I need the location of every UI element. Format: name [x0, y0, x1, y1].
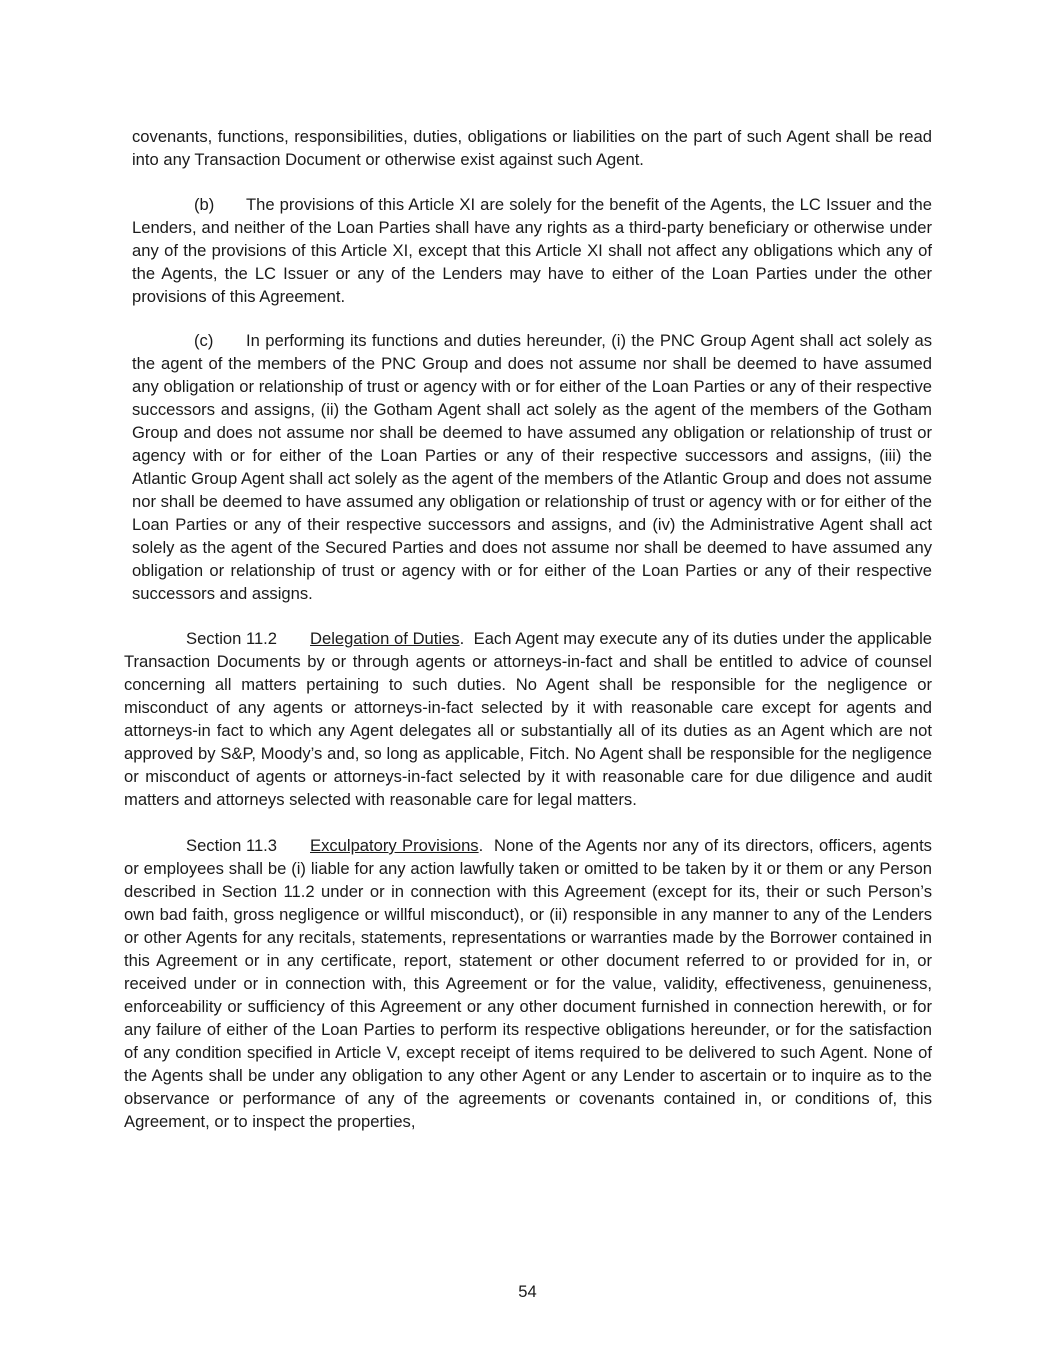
paragraph-c-text: In performing its functions and duties hereunder, (i) the PNC Group Agent shall act solely as the agent of the members of the PNC Group and does not assume nor shall be deemed to have assumed any obligation or relationship of trust or agency with or for either of the Loan Parties or any of their respective successors and assigns, (ii) the Gotham Agent shall act solely as the agent of the members of the Gotham Group and does not assume nor shall be deemed to have assumed any obligation or relationship of trust or agency with or for either of the Loan Parties or any of their respective successors and assigns, (iii) the Atlantic Group Agent shall act solely as the agent of the members of the Atlantic Group and does not assume nor shall be deemed to have assumed any obligation or relationship of trust or agency with or for either of the Loan Parties or any of their respective successors and assigns, and (iv) the Administrative Agent shall act solely as the agent of the Secured Parties and does not assume nor shall be deemed to have assumed any obligation or relationship of trust or agency with or for either of the Loan Parties or any of their respective successors and assigns. — [132, 331, 932, 603]
section-11-3-text: None of the Agents nor any of its directors, officers, agents or employees shall be (i) liable for any action lawfully taken or omitted to be taken by it or them or any Person described in Section 11.2 under or in connection with this Agreement (except for its, their or such Person’s own bad faith, gross negligence or willful misconduct), or (ii) responsible in any manner to any of the Lenders or other Agents for any recitals, statements, representations or warranties made by the Borrower contained in this Agreement or in any certificate, report, statement or other document referred to or provided for in, or received under or in connection with, this Agreement or for the value, validity, effectiveness, genuineness, enforceability or sufficiency of this Agreement or any other document furnished in connection herewith, or for any failure of either of the Loan Parties to perform its respective obligations hereunder, or for the satisfaction of any condition specified in Article V, except receipt of items required to be delivered to such Agent. None of the Agents shall be under any obligation to any other Agent or any Lender to ascertain or to inquire as to the observance or performance of any of the agreements or covenants contained in, or conditions of, this Agreement, or to inspect the properties, — [124, 836, 932, 1131]
section-11-3-number: Section 11.3 — [186, 836, 278, 855]
paragraph-b-label: (b) — [194, 195, 215, 214]
section-11-3-heading: Exculpatory Provisions — [310, 836, 479, 855]
paragraph-c — [132, 329, 932, 605]
paragraph-b — [132, 193, 932, 308]
section-11-3-heading-punct: . — [478, 836, 484, 855]
section-11-2-heading-punct: . — [459, 629, 465, 648]
section-11-2-heading: Delegation of Duties — [310, 629, 460, 648]
page-number: 54 — [518, 1282, 537, 1301]
section-11-3 — [124, 834, 932, 1133]
paragraph-c-label: (c) — [194, 331, 214, 350]
section-11-2-text: Each Agent may execute any of its duties under the applicable Transaction Documents by or through agents or attorneys-in-fact and shall be entitled to advice of counsel concerning all matters pertaining to such duties. No Agent shall be responsible for the negligence or misconduct of any agents or attorneys-in-fact selected by it with reasonable care except for agents and attorneys-in fact to which any Agent delegates all or substantially all of its duties as an Agent which are not approved by S&P, Moody’s and, so long as applicable, Fitch. No Agent shall be responsible for the negligence or misconduct of agents or attorneys-in-fact selected by it with reasonable care for due diligence and audit matters and attorneys selected with reasonable care for legal matters. — [124, 629, 932, 809]
continuation-paragraph: covenants, functions, responsibilities, duties, obligations or liabilities on the part of such Agent shall be read into any Transaction Document or otherwise exist against such Agent. — [132, 127, 932, 169]
section-11-2-number: Section 11.2 — [186, 629, 278, 648]
paragraph-b-text: The provisions of this Article XI are solely for the benefit of the Agents, the LC Issuer and the Lenders, and neither of the Loan Parties shall have any rights as a third-party beneficiary or otherwise under any of the provisions of this Article XI, except that this Article XI shall not affect any obligations which any of the Agents, the LC Issuer or any of the Lenders may have to either of the Loan Parties under the other provisions of this Agreement. — [132, 195, 932, 306]
section-11-2 — [124, 627, 932, 811]
